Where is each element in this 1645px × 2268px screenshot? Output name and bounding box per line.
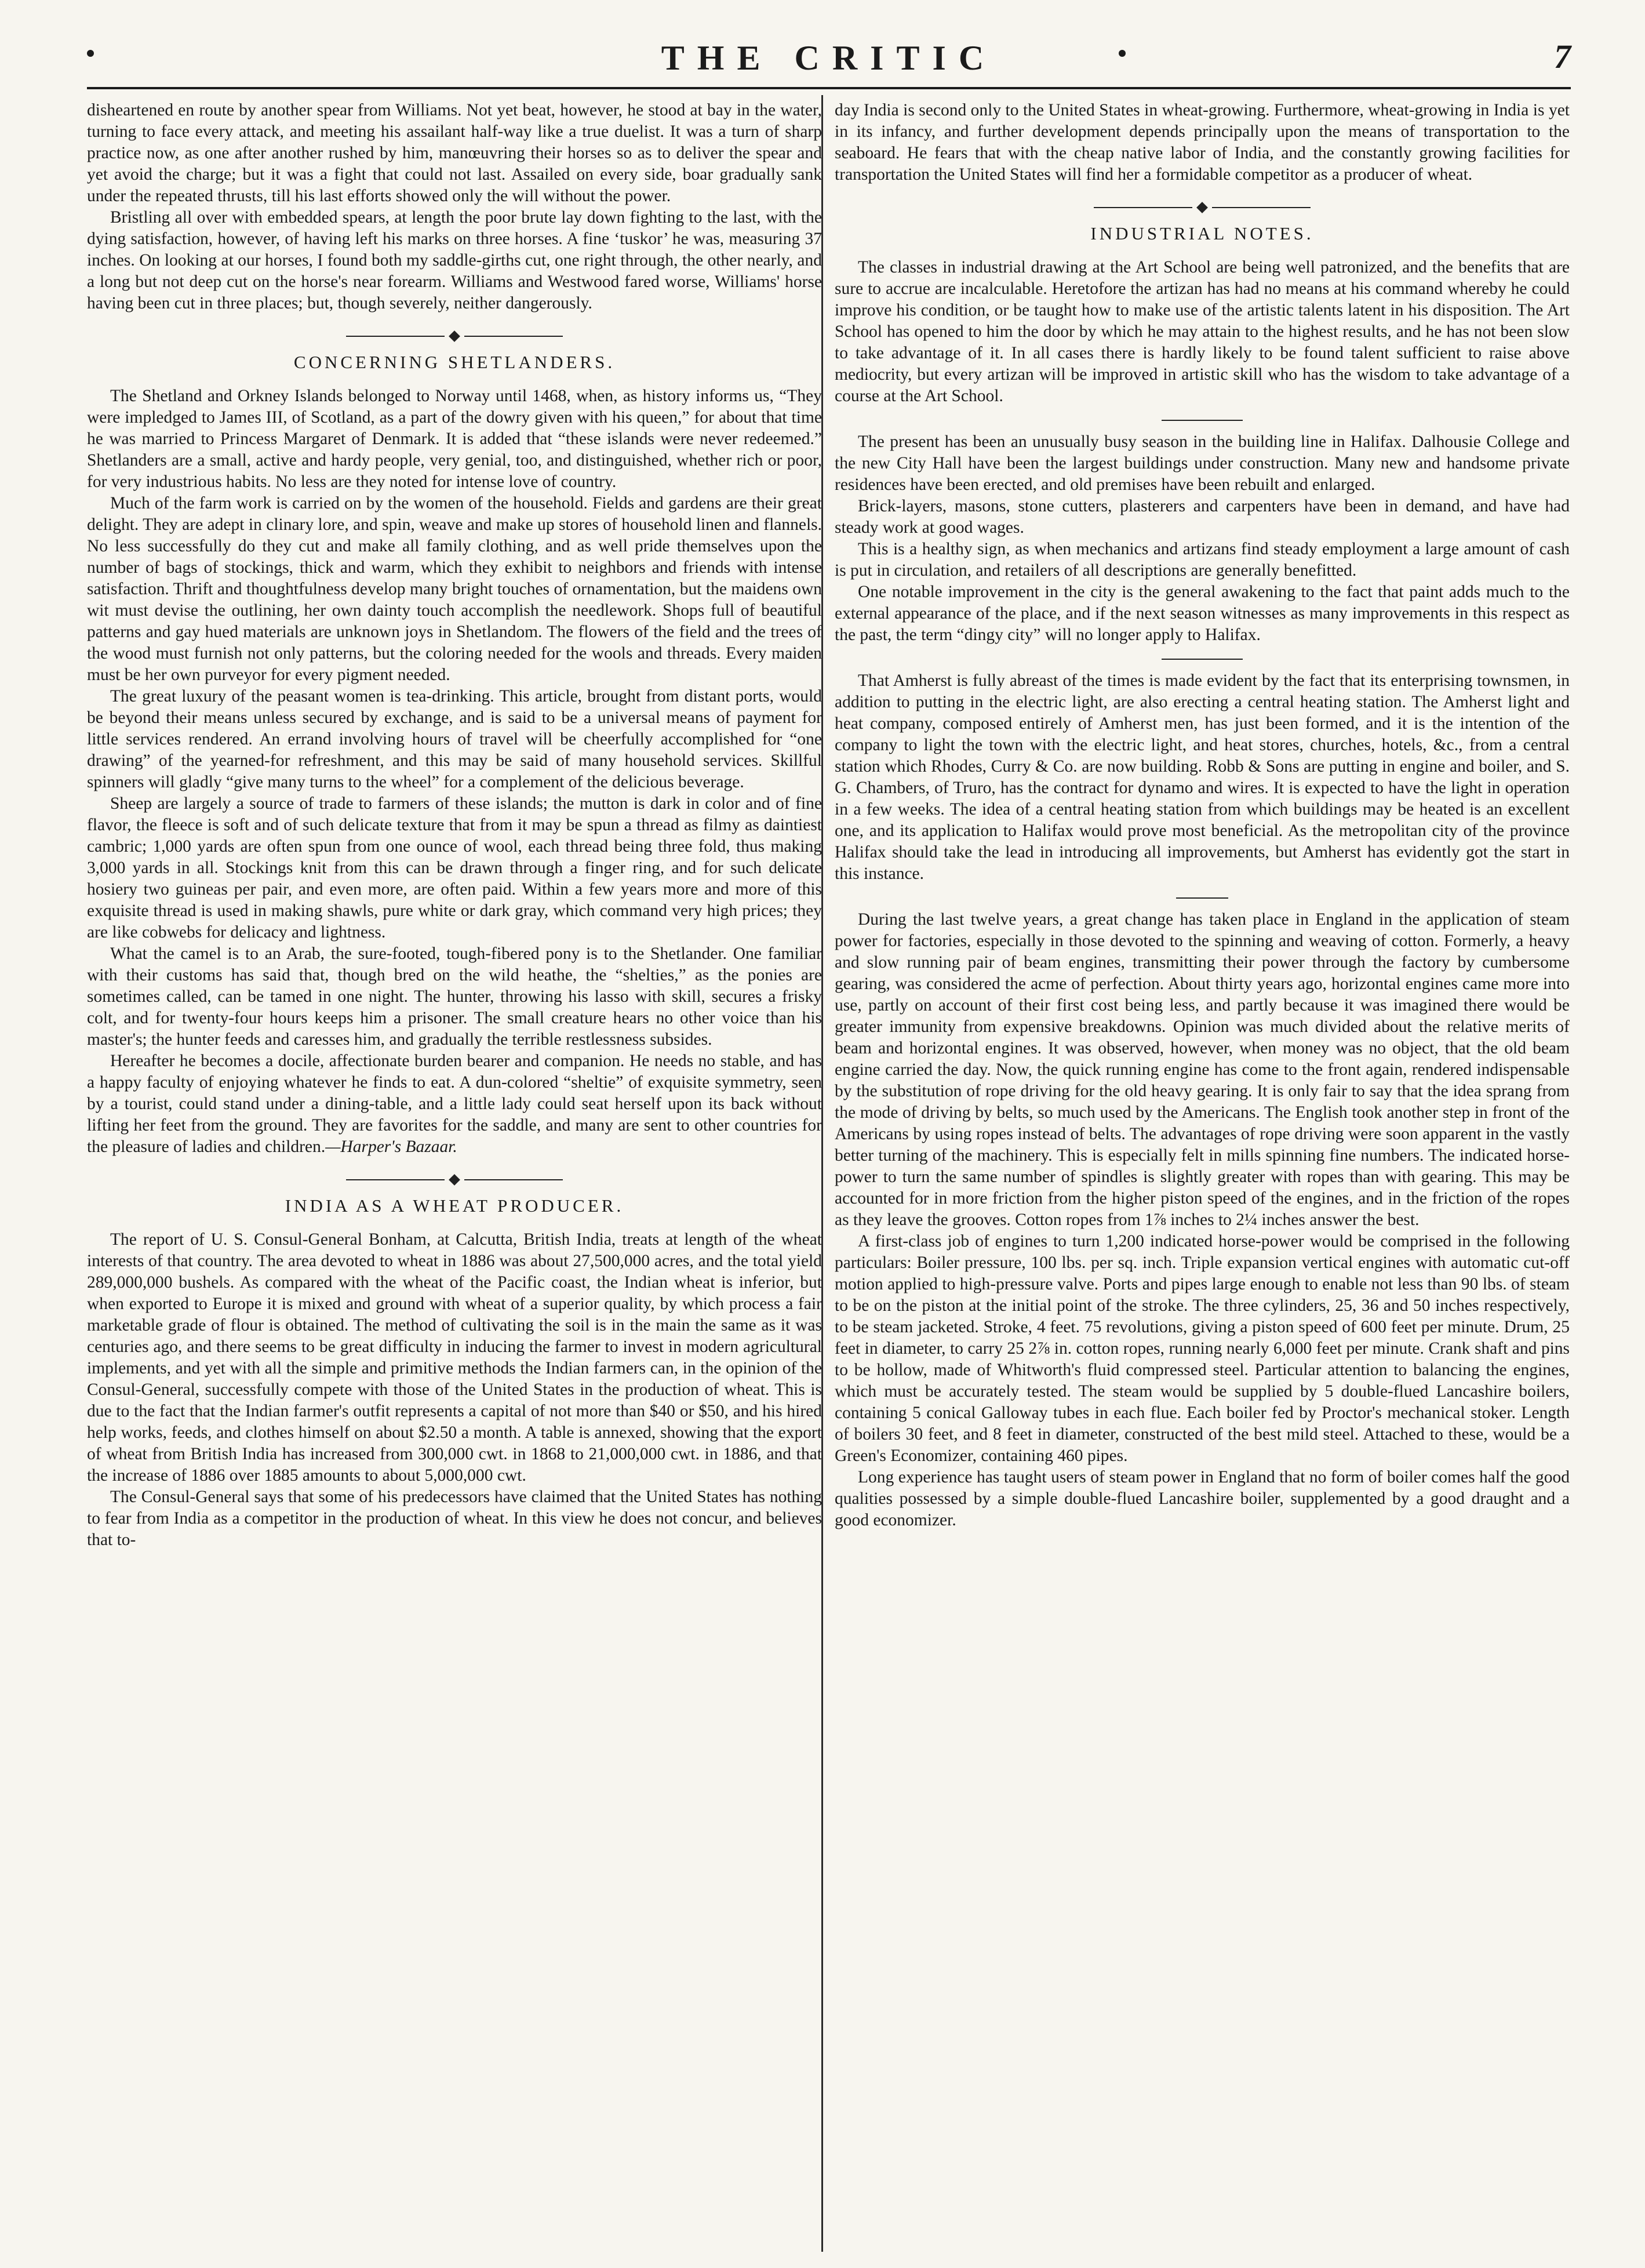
industrial-note: Brick-layers, masons, stone cutters, plasterers and carpenters have been in demand, and have had steady work at good wages. [835, 497, 1570, 537]
right-column [835, 100, 1570, 2245]
boar-hunt-paragraph: Bristling all over with embedded spears, at length the poor brute lay down fighting to the last, with the dying satisfaction, however, of having left his marks on three horses. A fine ‘tuskor’ he was, measuring 37 inches. On looking at our horses, I found both my saddle-girths cut, one right through, the other nearly, and a long but not deep cut on the horse's near forearm. Williams and Westwood fared worse, Williams' horse having been cut in three places; but, though severely, neither dangerously. [87, 208, 822, 312]
boar-hunt-paragraph: disheartened en route by another spear from Williams. Not yet beat, however, he stood at bay in the water, turning to face every attack, and meeting his assailant half-way like a true duelist. It was a turn of sharp practice now, as one after another rushed by him, manœuvring their horses so as to deliver the spear and yet avoid the charge; but it was a fight that could not last. Assailed on every side, boar gradually sank under the repeated thrusts, till his last efforts showed only the will without the power. [87, 101, 822, 205]
industrial-note: During the last twelve years, a great change has taken place in England in the application of steam power for factories, especially in those devoted to the spinning and weaving of cotton. Formerly, a heavy and slow running pair of beam engines, transmitting their power through the factory by cumbersome gearing, was considered the acme of perfection. About thirty years ago, horizontal engines came more into use, partly on account of their first cost being less, and partly because it was imagined there would be greater immunity from expensive breakdowns. Opinion was much divided about the relative merits of beam and horizontal engines. It was observed, however, when money was no object, that the old beam engine carried the day. Now, the quick running engine has come to the front again, rendered indispensable by the substitution of rope driving for the old heavy gearing. It is only fair to say that the idea sprang from the mode of driving by belts, so much used by the Americans. The English took another step in front of the Americans by using ropes instead of belts. The advantages of rope driving were soon apparent in the vastly better turning of the machinery. This is especially felt in mills spinning fine numbers. The indicated horse-power to turn the same number of spindles is slightly greater with ropes than with gearing. This may be accounted for in more friction from the higher piston speed of the engines, and in the friction of the ropes as they leave the grooves. Cotton ropes from 1⅞ inches to 2¼ inches answer the best. [835, 910, 1570, 1229]
shetlanders-text: Hereafter he becomes a docile, affectionate burden bearer and companion. He needs no stable, and has a happy faculty of enjoying whatever he finds to eat. A dun-colored “sheltie” of exquisite symmetry, seen by a tourist, could stand under a dining-table, and a little lady could seat herself upon its back without lifting her feet from the ground. They are favorites for the saddle, and many are sent to other countries for the pleasure of ladies and children. [87, 1052, 822, 1156]
industrial-note: Long experience has taught users of steam power in England that no form of boiler comes half the good qualities possessed by a simple double-flued Lancashire boiler, supplemented by a good draught and a good economizer. [835, 1468, 1570, 1529]
shetlanders-paragraph: Much of the farm work is carried on by the women of the household. Fields and gardens are their great delight. They are adept in clinary lore, and spin, weave and make up stores of household linen and flannels. No less successfully do they cut and make all family clothing, and as well pride themselves upon the number of bags of stockings, thick and warm, which they exhibit to neighbors and friends with intense satisfaction. Thrift and thoughtfulness develop many bright touches of ornamentation, but the maidens own wit must devise the outlining, her own dainty touch accomplish the needlework. Shops full of beautiful patterns and gay hued materials are unknown joys in Shetlandom. The flowers of the field and the trees of the wood must furnish not only patterns, but the coloring needed for the wools and threads. Every maiden must be her own purveyor for every pigment needed. [87, 494, 822, 684]
industrial-note: The classes in industrial drawing at the Art School are being well patronized, and the benefits that are sure to accrue are incalculable. Heretofore the artizan has had no means at his command whereby he could improve his condition, or be taught how to make use of the artistic talents latent in his disposition. The Art School has opened to him the door by which he may attain to the highest results, and he has not been slow to take advantage of it. In all cases there is hardly likely to be found talent sufficient to raise above mediocrity, but every artizan will be improved in artistic skill who has the wisdom to take advantage of a course at the Art School. [835, 258, 1570, 405]
shetlanders-paragraph: The Shetland and Orkney Islands belonged to Norway until 1468, when, as history informs us, “They were impledged to James III, of Scotland, as a part of the dowry given with his queen,” for about that time he was married to Princess Margaret of Denmark. It is added that “these islands were never redeemed.” Shetlanders are a small, active and hardy people, very genial, too, and distinguished, whether rich or poor, for very industrious habits. No less are they noted for intense love of country. [87, 387, 822, 491]
shetlanders-paragraph: What the camel is to an Arab, the sure-footed, tough-fibered pony is to the Shetlander. One familiar with their customs has said that, though bred on the wild heathe, the “shelties,” as the ponies are sometimes called, can be tamed in one night. The hunter, throwing his lasso with skill, secures a frisky colt, and for twenty-four hours keeps him a prisoner. The small creature hears no other voice than his master's; the hunter feeds and caresses him, and gradually the terrible restlessness subsides. [87, 944, 822, 1049]
shetlanders-paragraph: Sheep are largely a source of trade to farmers of these islands; the mutton is dark in color and of fine flavor, the fleece is soft and of such delicate texture that from it may be spun a thread as filmy as daintiest cambric; 1,000 yards are often spun from one ounce of wool, each thread being three fold, thus making 3,000 yards in all. Stockings knit from this can be drawn through a finger ring, and for such delicate hosiery two guineas per pair, and even more, are often paid. Within a few years more and more of this exquisite thread is used in making shawls, pure white or dark gray, which command very high prices; they are like cobwebs for delicacy and lightness. [87, 794, 822, 942]
section-ornament [87, 1168, 822, 1177]
india-paragraph: The report of U. S. Consul-General Bonham, at Calcutta, British India, treats at length of the wheat interests of that country. The area devoted to wheat in 1886 was about 27,500,000 acres, and the total yield 289,000,000 bushels. As compared with the wheat of the Pacific coast, the Indian wheat is inferior, but when exported to Europe it is mixed and ground with wheat of a superior quality, by which process a fair marketable grade of flour is obtained. The method of cultivating the soil is in the main the same as it was centuries ago, and there seems to be great difficulty in inducing the farmer to invest in modern agricultural implements, and yet with all the simple and primitive methods the Indian farmers can, in the opinion of the Consul-General, successfully compete with those of the United States in the production of wheat. This is due to the fact that the Indian farmer's outfit represents a capital of not more than $40 or $50, and his hired help works, feeds, and clothes himself on about $2.50 a month. A table is annexed, showing that the export of wheat from British India has increased from 300,000 cwt. in 1868 to 21,000,000 cwt. in 1886, and that the increase of 1886 over 1885 amounts to about 5,000,000 cwt. [87, 1230, 822, 1485]
note-separator [1176, 897, 1228, 899]
masthead [87, 38, 1571, 77]
industrial-note: One notable improvement in the city is the general awakening to the fact that paint adds much to the external appearance of the place, and if the next season witnesses as many improvements in this respect as the past, the term “dingy city” will no longer apply to Halifax. [835, 583, 1570, 644]
section-ornament [835, 196, 1570, 205]
shetlanders-paragraph [87, 1051, 822, 1158]
publication-title: THE CRITIC [661, 39, 997, 77]
heading-shetlanders: CONCERNING SHETLANDERS. [293, 352, 616, 372]
industrial-note: That Amherst is fully abreast of the times is made evident by the fact that its enterprising townsmen, in addition to putting in the electric light, are also erecting a central heating station. The Amherst light and heat company, composed entirely of Amherst men, has just been formed, and it is the intention of the company to light the town with the electric light, and heat stores, churches, hotels, &c., from a central station which Rhodes, Curry & Co. are now building. Robb & Sons are putting in engine and boiler, and S. G. Chambers, of Truro, has the contract for dynamo and wires. It is expected to have the light in operation in a few weeks. The idea of a central heating station from which buildings may be heated is an excellent one, and its application to Halifax would prove most beneficial. As the metropolitan city of the province Halifax should take the lead in introducing all improvements, but Amherst has evidently got the start in this instance. [835, 671, 1570, 883]
shetlanders-paragraph: The great luxury of the peasant women is tea-drinking. This article, brought from distant ports, would be beyond their means unless secured by exchange, and is said to be a universal means of payment for little services rendered. An errand involving hours of travel will be cheerfully accomplished for “one drawing” of the yearned-for refreshment, and this may be said of many household services. Skillful spinners will gladly “give many turns to the wheel” for a complement of the delicious beverage. [87, 687, 822, 791]
section-ornament [87, 325, 822, 334]
note-separator [1162, 659, 1243, 660]
note-separator [1162, 420, 1243, 421]
page-number: 7 [1554, 38, 1571, 75]
industrial-note: The present has been an unusually busy season in the building line in Halifax. Dalhousie College and the new City Hall have been the largest buildings under construction. Many new and handsome private residences have been erected, and old premises have been rebuilt and enlarged. [835, 432, 1570, 494]
industrial-note: This is a healthy sign, as when mechanics and artizans find steady employment a large amount of cash is put in circulation, and retailers of all descriptions are generally benefitted. [835, 540, 1570, 580]
header-rule [87, 87, 1571, 89]
heading-industrial-notes: INDUSTRIAL NOTES. [1090, 223, 1314, 243]
india-paragraph: The Consul-General says that some of his predecessors have claimed that the United States has nothing to fear from India as a competitor in the production of wheat. In this view he does not concur, and believes that to- [87, 1488, 822, 1549]
left-column [87, 100, 822, 2245]
source-credit: —Harper's Bazaar. [325, 1137, 457, 1156]
india-continued-paragraph: day India is second only to the United States in wheat-growing. Furthermore, wheat-growing in India is yet in its infancy, and further development depends principally upon the means of transportation to the seaboard. He fears that with the cheap native labor of India, and the constantly growing facilities for transportation the United States will find her a formidable competitor as a producer of wheat. [835, 101, 1570, 184]
industrial-note: A first-class job of engines to turn 1,200 indicated horse-power would be comprised in the following particulars: Boiler pressure, 100 lbs. per sq. inch. Triple expansion vertical engines with automatic cut-off motion applied to high-pressure valve. Ports and pipes large enough to enable not less than 90 lbs. of steam to be on the piston at the initial point of the stroke. The three cylinders, 25, 36 and 50 inches respectively, to be steam jacketed. Stroke, 4 feet. 75 revolutions, giving a piston speed of 600 feet per minute. Drum, 25 feet in diameter, to carry 25 2⅞ in. cotton ropes, running nearly 6,000 feet per minute. Crank shaft and pins to be hollow, made of Whitworth's fluid compressed steel. Particular attention to balancing the engines, which must be accurately tested. The steam would be supplied by 5 double-flued Lancashire boilers, containing 5 conical Galloway tubes in each flue. Each boiler fed by Proctor's mechanical stoker. Length of boilers 30 feet, and 8 feet in diameter, constructed of the best mild steel. Attached to these, would be a Green's Economizer, containing 460 pipes. [835, 1232, 1570, 1465]
heading-india-wheat: INDIA AS A WHEAT PRODUCER. [285, 1195, 624, 1216]
